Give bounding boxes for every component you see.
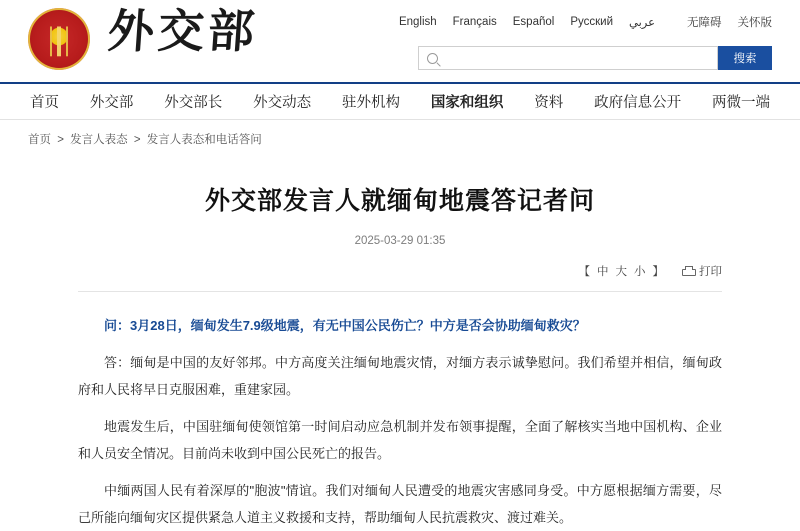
search-input[interactable] xyxy=(438,47,717,69)
printer-icon xyxy=(682,266,694,276)
breadcrumb xyxy=(0,120,800,147)
nav-item-minister[interactable]: 外交部长 xyxy=(164,95,223,111)
nav-item-countries[interactable]: 国家和组织 xyxy=(430,95,504,111)
font-size-control xyxy=(579,263,665,279)
search-row xyxy=(402,46,772,70)
print-label: 打印 xyxy=(699,266,722,278)
language-bar xyxy=(398,14,772,30)
print-button[interactable] xyxy=(682,263,722,279)
search-button[interactable]: 搜索 xyxy=(718,46,772,70)
nav-item-news[interactable]: 外交动态 xyxy=(253,95,312,111)
lang-russian[interactable]: Русский xyxy=(570,16,613,28)
article-date: 2025-03-29 01:35 xyxy=(354,235,446,247)
breadcrumb-item-home[interactable]: 首页 xyxy=(28,134,51,146)
search-icon xyxy=(427,53,438,64)
article-tools xyxy=(78,263,722,279)
article-paragraph-question: 问：3月28日，缅甸发生7.9级地震，有无中国公民伤亡？中方是否会协助缅甸救灾？ xyxy=(104,318,586,333)
bracket-close: 】 xyxy=(652,266,664,278)
nav-item-missions[interactable]: 驻外机构 xyxy=(342,95,400,111)
article-body xyxy=(78,312,722,531)
nav-item-home[interactable]: 首页 xyxy=(30,95,59,111)
lang-francais[interactable]: Français xyxy=(452,16,497,28)
bracket-open: 【 xyxy=(578,266,590,278)
article-paragraph: 答：缅甸是中国的友好邻邦。中方高度关注缅甸地震灾情，对缅方表示诚挚慰问。我们希望并相信，缅甸政府和人民将早日克服困难，重建家园。 xyxy=(78,355,722,397)
national-emblem-icon xyxy=(28,8,90,70)
site-header xyxy=(0,0,800,82)
lang-english[interactable]: English xyxy=(398,16,437,28)
breadcrumb-separator: > xyxy=(133,134,141,146)
header-right xyxy=(398,0,772,70)
font-size-medium[interactable]: 中 xyxy=(597,266,609,278)
search-box[interactable] xyxy=(418,46,718,70)
site-wordmark: 外交部 xyxy=(106,6,260,57)
breadcrumb-item-current[interactable]: 发言人表态和电话答问 xyxy=(146,134,262,146)
nav-item-resources[interactable]: 资料 xyxy=(534,95,564,111)
main-nav xyxy=(0,82,800,120)
divider xyxy=(78,291,722,292)
nav-item-gov-info[interactable]: 政府信息公开 xyxy=(594,95,682,111)
lang-espanol[interactable]: Español xyxy=(512,16,555,28)
article-paragraph: 地震发生后，中国驻缅甸使领馆第一时间启动应急机制并发布领事提醒，全面了解核实当地中国机构、企业和人员安全情况。目前尚未收到中国公民死亡的报告。 xyxy=(78,419,722,461)
article-paragraph: 中缅两国人民有着深厚的"胞波"情谊。我们对缅甸人民遭受的地震灾害感同身受。中方愿根据缅方需要，尽己所能向缅甸灾区提供紧急人道主义救援和支持，帮助缅甸人民抗震救灾、渡过难关。 xyxy=(78,483,722,525)
breadcrumb-item-spokesperson[interactable]: 发言人表态 xyxy=(70,134,128,146)
font-size-large[interactable]: 大 xyxy=(615,266,627,278)
font-size-small[interactable]: 小 xyxy=(634,266,646,278)
page-title: 外交部发言人就缅甸地震答记者问 xyxy=(204,187,595,215)
lang-arabic[interactable]: عربي xyxy=(629,17,655,29)
breadcrumb-separator: > xyxy=(57,134,64,146)
nav-item-social[interactable]: 两微一端 xyxy=(712,95,770,111)
accessibility-link[interactable]: 无障碍 xyxy=(687,17,722,29)
elderly-mode-link[interactable]: 关怀版 xyxy=(737,17,772,29)
article xyxy=(0,181,800,531)
nav-item-ministry[interactable]: 外交部 xyxy=(89,95,134,111)
